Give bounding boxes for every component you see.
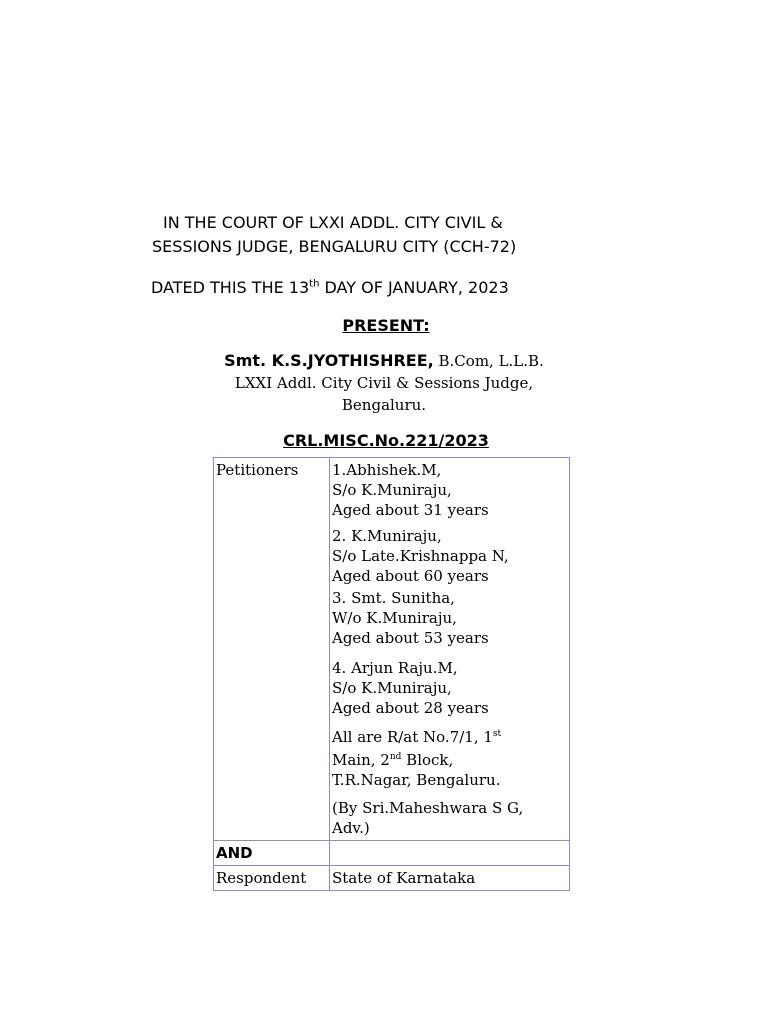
judge-name: Smt. K.S.JYOTHISHREE,	[224, 351, 434, 370]
petitioner-name: 4. Arjun Raju.M,	[332, 659, 458, 677]
petitioners-label: Petitioners	[214, 458, 330, 841]
address-line1-sup: st	[492, 729, 502, 739]
petitioner-3	[332, 588, 567, 648]
address-line1	[332, 724, 567, 747]
petitioners-row	[214, 458, 570, 841]
petitioners-details	[330, 458, 570, 841]
dated-sup: th	[309, 278, 320, 290]
dated-prefix: DATED THIS THE 13	[151, 278, 310, 297]
judge-qualification: B.Com, L.L.B.	[433, 352, 544, 370]
dated-line	[151, 278, 509, 297]
respondent-label: Respondent	[214, 866, 330, 891]
judge-place: Bengaluru.	[341, 396, 427, 414]
petitioner-4	[332, 658, 567, 718]
respondent-name: State of Karnataka	[330, 866, 570, 891]
petitioner-age: Aged about 60 years	[332, 567, 489, 585]
petitioners-address	[332, 724, 567, 790]
dated-suffix: DAY OF JANUARY, 2023	[319, 278, 509, 297]
petitioner-relation: W/o K.Muniraju,	[332, 609, 457, 627]
address-line3: T.R.Nagar, Bengaluru.	[332, 771, 501, 789]
petitioner-name: 1.Abhishek.M,	[332, 461, 442, 479]
address-line2-rest: Block,	[401, 751, 454, 769]
court-title-line1: IN THE COURT OF LXXI ADDL. CITY CIVIL &	[163, 213, 503, 232]
petitioner-relation: S/o Late.Krishnappa N,	[332, 547, 509, 565]
petitioner-name: 3. Smt. Sunitha,	[332, 589, 455, 607]
and-row	[214, 841, 570, 866]
judge-block	[0, 350, 768, 416]
petitioner-relation: S/o K.Muniraju,	[332, 679, 452, 697]
petitioner-age: Aged about 28 years	[332, 699, 489, 717]
parties-table	[213, 457, 570, 891]
case-number: CRL.MISC.No.221/2023	[283, 431, 489, 450]
present-heading: PRESENT:	[342, 316, 430, 335]
address-line2-sup: nd	[389, 752, 402, 762]
advocate-line1: (By Sri.Maheshwara S G,	[332, 799, 524, 817]
petitioner-age: Aged about 53 years	[332, 629, 489, 647]
and-empty-cell	[330, 841, 570, 866]
address-line2	[332, 747, 567, 770]
address-line2-text: Main, 2	[332, 751, 390, 769]
and-label: AND	[214, 841, 330, 866]
court-title-line2: SESSIONS JUDGE, BENGALURU CITY (CCH-72)	[152, 237, 517, 256]
respondent-row	[214, 866, 570, 891]
petitioner-2	[332, 526, 567, 586]
address-line1-text: All are R/at No.7/1, 1	[332, 728, 493, 746]
judge-designation: LXXI Addl. City Civil & Sessions Judge,	[234, 374, 534, 392]
petitioner-name: 2. K.Muniraju,	[332, 527, 442, 545]
advocate-block	[332, 798, 567, 838]
petitioner-relation: S/o K.Muniraju,	[332, 481, 452, 499]
advocate-line2: Adv.)	[332, 819, 370, 837]
petitioner-1	[332, 460, 567, 520]
petitioner-age: Aged about 31 years	[332, 501, 489, 519]
judge-name-line	[0, 350, 768, 372]
